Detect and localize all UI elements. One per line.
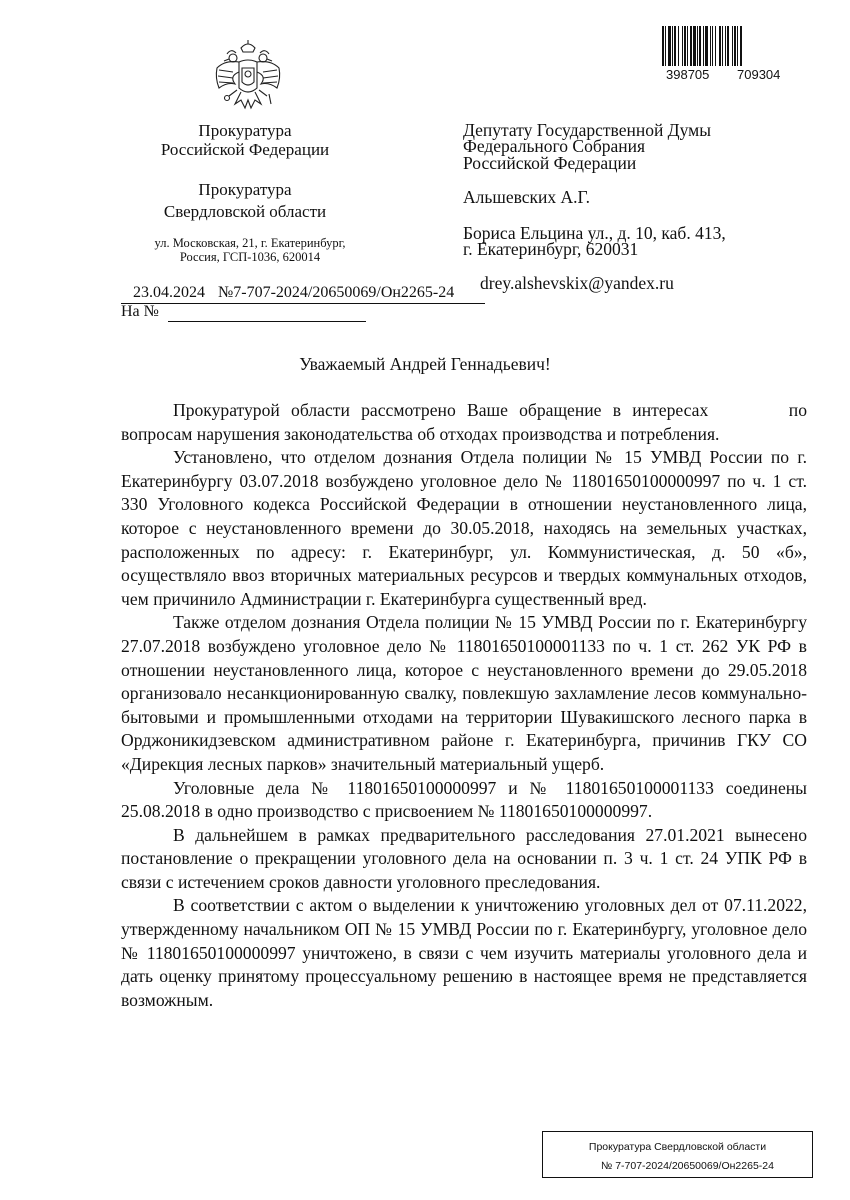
recipient-email: drey.alshevskix@yandex.ru [480,273,674,293]
stamp-line2: № 7-707-2024/20650069/Он2265-24 [601,1160,774,1172]
paragraph-3: Также отделом дознания Отдела полиции № 15 УМВД России по г. Екатеринбургу 27.07.2018 возбуждено уголовное дело № 11801650100001133 по ч. 1 ст. 262 УК РФ в отношении неустановленного лица, которое с неустановленного времени до 29.05.2018 организовало несанкционированную свалку, повлекшую захламление лесов коммунально-бытовыми и промышленными отходами на территории Шувакишского лесного парка в Орджоникидзевском административном районе г. Екатеринбурга, причинив ГКУ СО «Дирекция лесных парков» значительный материальный ущерб. [121,612,807,774]
recipient-address-line2: г. Екатеринбург, 620031 [463,239,639,259]
sender-org-line1: Прокуратура [198,121,292,140]
barcode-right-number: 709304 [737,67,781,82]
russian-coat-of-arms-icon [211,38,285,120]
paragraph-2: Установлено, что отделом дознания Отдела полиции № 15 УМВД России по г. Екатеринбургу 03.07.2018 возбуждено уголовное дело № 11801650100000997 по ч. 1 ст. 330 Уголовного кодекса Российской Федерации в отношении неустановленного лица, которое с неустановленного времени до 30.05.2018, находясь на земельных участках, расположенных по адресу: г. Екатеринбург, ул. Коммунистическая, д. 50 «б», осуществляло ввоз вторичных материальных ресурсов и твердых коммунальных отходов, чем причинило Администрации г. Екатеринбурга существенный вред. [121,447,807,609]
recipient-title-line1: Депутату Государственной Думы [463,120,711,140]
registration-number: №7-707-2024/20650069/Он2265-24 [218,284,455,301]
recipient-title-line2: Федерального Собрания [463,136,646,156]
sender-address-line2: Россия, ГСП-1036, 620014 [179,250,321,264]
registration-date: 23.04.2024 [133,284,205,301]
salutation: Уважаемый Андрей Геннадьевич! [299,354,551,374]
paragraph-6: В соответствии с актом о выделении к уничтожению уголовных дел от 07.11.2022, утвержденному начальником ОП № 15 УМВД России по г. Екатеринбургу, уголовное дело № 11801650100000997 уничтожено, в связи с чем изучить материалы уголовного дела и дать оценку принятому процессуальному решению в настоящее время не представляется возможным. [121,895,807,1010]
paragraph-4: Уголовные дела № 11801650100000997 и № 11801650100001133 соединены 25.08.2018 в одно производство с присвоением № 11801650100000997. [121,777,807,822]
paragraph-1 [121,399,807,446]
paragraph-1-start: Прокуратурой области рассмотрено Ваше обращение в интересах [173,400,709,420]
recipient-title-line3: Российской Федерации [463,153,637,173]
letter-body [121,399,807,1012]
barcode-icon [662,26,802,68]
reply-reference [121,303,159,321]
sender-org-line3: Прокуратура [198,180,292,199]
registration-line [121,284,485,304]
sender-org-line4: Свердловской области [163,202,327,221]
registration-stamp [542,1131,813,1178]
stamp-line1: Прокуратура Свердловской области [588,1141,767,1153]
reply-number-blank [168,303,366,322]
reply-prefix: На № [121,303,159,320]
sender-address-line1: ул. Московская, 21, г. Екатеринбург, [154,236,346,250]
recipient-name: Альшевских А.Г. [463,187,591,207]
paragraph-5: В дальнейшем в рамках предварительного расследования 27.01.2021 вынесено постановление о прекращении уголовного дела на основании п. 3 ч. 1 ст. 24 УПК РФ в связи с истечением сроков давности уголовного преследования. [121,824,807,892]
barcode-left-number: 398705 [666,67,710,82]
paragraph-1-rest: по вопросам нарушения законодательства об отходах производства и потребления. [121,400,807,444]
recipient-address-line1: Бориса Ельцина ул., д. 10, каб. 413, [463,223,726,243]
sender-org-line2: Российской Федерации [160,140,330,159]
